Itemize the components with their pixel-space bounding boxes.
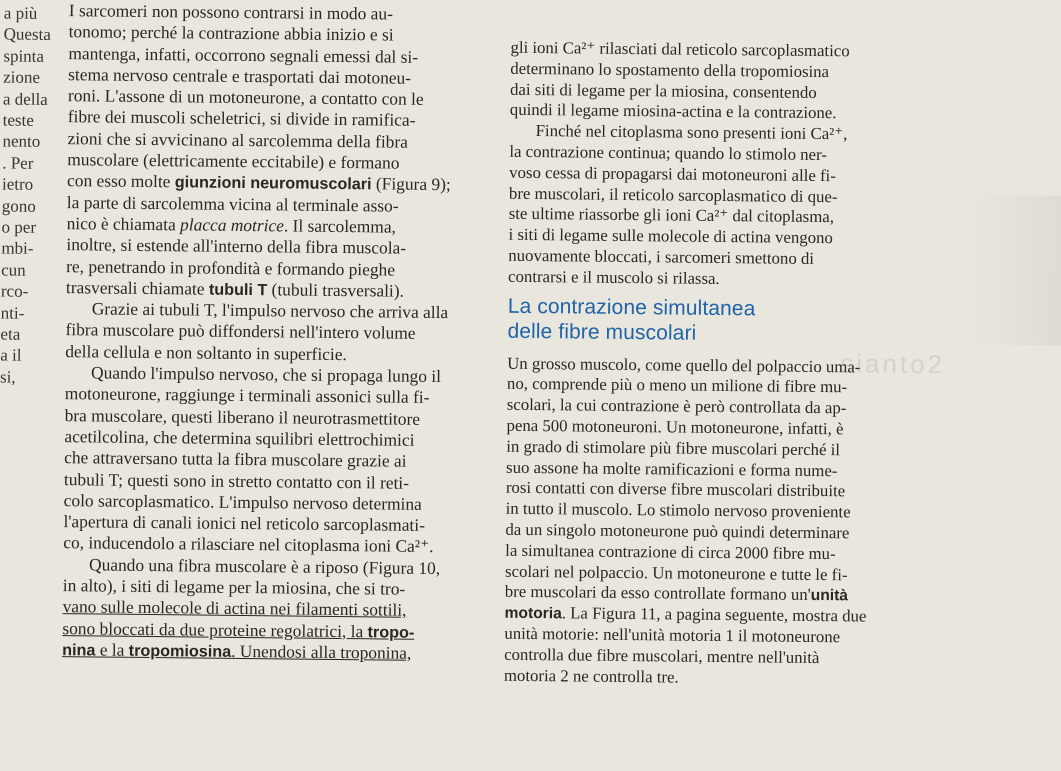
text-line: Quando l'impulso nervoso, che si propaga lungo il: [90, 362, 442, 387]
text-line: l'apertura di canali ionici nel reticolo sarcoplasmati-: [63, 511, 426, 536]
show-through-watermark: sianto2: [840, 348, 946, 380]
text-line: re, penetrando in profondità e formando pieghe: [66, 255, 396, 280]
text-line: Un grosso muscolo, come quello del polpaccio uma-: [507, 353, 861, 377]
text-line: della cellula e non soltanto in superficie.: [65, 340, 347, 364]
margin-fragment: a più: [3, 3, 38, 23]
text-line: fibre dei muscoli scheletrici, si divide in ramifica-: [67, 106, 416, 131]
text-line: da un singolo motoneurone può quindi determinare: [505, 519, 850, 543]
text-line: contrarsi e il muscolo si rilassa.: [508, 266, 720, 288]
key-term: motoria: [504, 604, 562, 623]
text-line: bra muscolare, questi liberano il neurotrasmettitore: [64, 404, 421, 429]
text-line: motoneurone, raggiunge i terminali assonici sulla fi-: [64, 383, 430, 408]
text-line: che attraversano tutta la fibra muscolare grazie ai: [64, 447, 407, 471]
text-line: gli ioni Ca²⁺ rilasciati dal reticolo sarcoplasmatico: [510, 37, 850, 61]
key-term: giunzioni neuromuscolari: [174, 173, 372, 194]
text-line: Grazie ai tubuli T, l'impulso nervoso che arriva alla: [91, 298, 449, 323]
text-line: motoria. La Figura 11, a pagina seguente, mostra due: [504, 603, 867, 626]
text-line: acetilcolina, che determina squilibri elettrochimici: [64, 426, 415, 450]
margin-fragment: o per: [1, 217, 37, 237]
text-line: pena 500 motoneuroni. Un motoneurone, infatti, è: [506, 415, 844, 439]
text-line: fibra muscolare può diffondersi nell'intero volume: [65, 319, 416, 344]
heading-line: delle fibre muscolari: [507, 319, 697, 345]
text-line: trasversali chiamate tubuli T (tubuli trasversali).: [65, 276, 405, 301]
text-line: bre muscolari, il reticolo sarcoplasmatico di que-: [508, 183, 838, 206]
margin-fragment: eta: [0, 324, 21, 344]
key-term: tubuli T: [208, 280, 268, 300]
text-line: roni. L'assone di un motoneurone, a contatto con le: [67, 85, 424, 110]
text-line: muscolare (elettricamente eccitabile) e formano: [67, 149, 400, 173]
text-line: determinano lo spostamento della tropomiosina: [510, 58, 830, 81]
text-line: zioni che si avvicinano al sarcolemma della fibra: [67, 127, 409, 152]
text-line: rosi contatti con diverse fibre muscolari distribuite: [505, 478, 846, 501]
italic-term: placca motrice: [180, 214, 285, 236]
text-line: bre muscolari da esso controllate formano un'unità: [504, 582, 849, 605]
margin-fragment: cun: [1, 260, 26, 280]
text-line: tubuli T; questi sono in stretto contatto con il reti-: [63, 468, 410, 493]
text-line: quindi il legame miosina-actina e la contrazione.: [509, 100, 837, 123]
section-heading: [507, 293, 908, 347]
text-line: in tutto il muscolo. Lo stimolo nervoso proveniente: [505, 498, 851, 522]
text-line: suo assone ha molte ramificazioni e forma nume-: [506, 457, 838, 480]
text-line: ste ultime riassorbe gli ioni Ca²⁺ dal citoplasma,: [508, 204, 835, 227]
text-line: scolari nel polpaccio. Un motoneurone e tutte le fi-: [504, 561, 848, 584]
text-line: nico è chiamata placca motrice. Il sarcolemma,: [66, 213, 397, 237]
margin-fragment: nento: [2, 131, 41, 152]
heading-line: La contrazione simultanea: [507, 294, 756, 320]
text-line: inoltre, si estende all'interno della fibra muscola-: [66, 234, 407, 258]
text-line: la simultanea contrazione di circa 2000 fibre mu-: [505, 540, 836, 563]
text-line: Finché nel citoplasma sono presenti ioni Ca²⁺,: [535, 121, 848, 144]
text-line: motoria 2 ne controlla tre.: [503, 665, 679, 687]
key-term: unità: [810, 587, 849, 605]
margin-fragment: si,: [0, 367, 16, 387]
text-line: colo sarcoplasmatico. L'impulso nervoso determina: [63, 489, 422, 514]
text-line: stema nervoso centrale e trasportati dai motoneu-: [68, 64, 412, 88]
margin-fragment: . Per: [2, 153, 34, 173]
margin-fragment: teste: [2, 110, 34, 130]
key-term: tropomiosina: [128, 641, 232, 661]
margin-fragment: spinta: [3, 46, 45, 66]
key-term: nina: [62, 641, 96, 660]
underlined-line: nina e la tropomiosina. Unendosi alla troponina,: [62, 639, 412, 663]
text-line: Quando una fibra muscolare è a riposo (Figura 10,: [88, 554, 441, 578]
text-line: mantenga, infatti, occorrono segnali emessi dal si-: [68, 42, 419, 67]
text-line: con esso molte giunzioni neuromuscolari (Figura 9);: [66, 170, 451, 195]
page-edge-shadow: [966, 195, 1061, 346]
margin-fragment: rco-: [0, 281, 29, 301]
text-line: i siti di legame sulle molecole di actina vengono: [508, 224, 833, 248]
text-line: la contrazione continua; quando lo stimolo ner-: [509, 141, 827, 165]
text-line: co, inducendolo a rilasciare nel citoplasma ioni Ca²⁺.: [63, 532, 434, 557]
margin-fragment: ietro: [1, 174, 34, 194]
text-line: nuovamente bloccati, i sarcomeri smettono di: [508, 245, 815, 268]
text-line: in grado di stimolare più fibre muscolari perché il: [506, 436, 841, 459]
margin-fragment: a della: [2, 89, 48, 109]
margin-fragment: a il: [0, 345, 22, 366]
text-line: in alto), i siti di legame per la miosina, che si tro-: [62, 575, 406, 599]
text-line: tonomo; perché la contrazione abbia inizio e si: [68, 21, 394, 45]
text-line: I sarcomeri non possono contrarsi in modo au-: [68, 0, 394, 24]
text-line: controlla due fibre muscolari, mentre nell'unità: [504, 644, 820, 667]
text-line: voso cessa di propagarsi dai motoneuroni alle fi-: [509, 162, 836, 185]
left-column: [62, 0, 489, 665]
text-line: unità motorie: nell'unità motoria 1 il motoneurone: [504, 623, 841, 647]
margin-fragment: Questa: [3, 24, 51, 45]
text-line: scolari, la cui contrazione è però controllata da ap-: [506, 394, 847, 418]
underlined-line: sono bloccati da due proteine regolatrici, la tropo-: [62, 617, 415, 642]
text-line: no, comprende più o meno un milione di fibre mu-: [506, 374, 848, 397]
margin-fragment: zione: [3, 67, 41, 88]
text-line: dai siti di legame per la miosina, consentendo: [509, 79, 817, 102]
key-term: tropo-: [367, 622, 415, 642]
text-line: la parte di sarcolemma vicina al terminale asso-: [66, 191, 399, 216]
underlined-line: vano sulle molecole di actina nei filamenti sottili,: [62, 596, 407, 621]
margin-fragment: nti-: [0, 303, 25, 323]
margin-fragment: gono: [1, 196, 36, 216]
margin-fragment: mbi-: [1, 238, 34, 259]
